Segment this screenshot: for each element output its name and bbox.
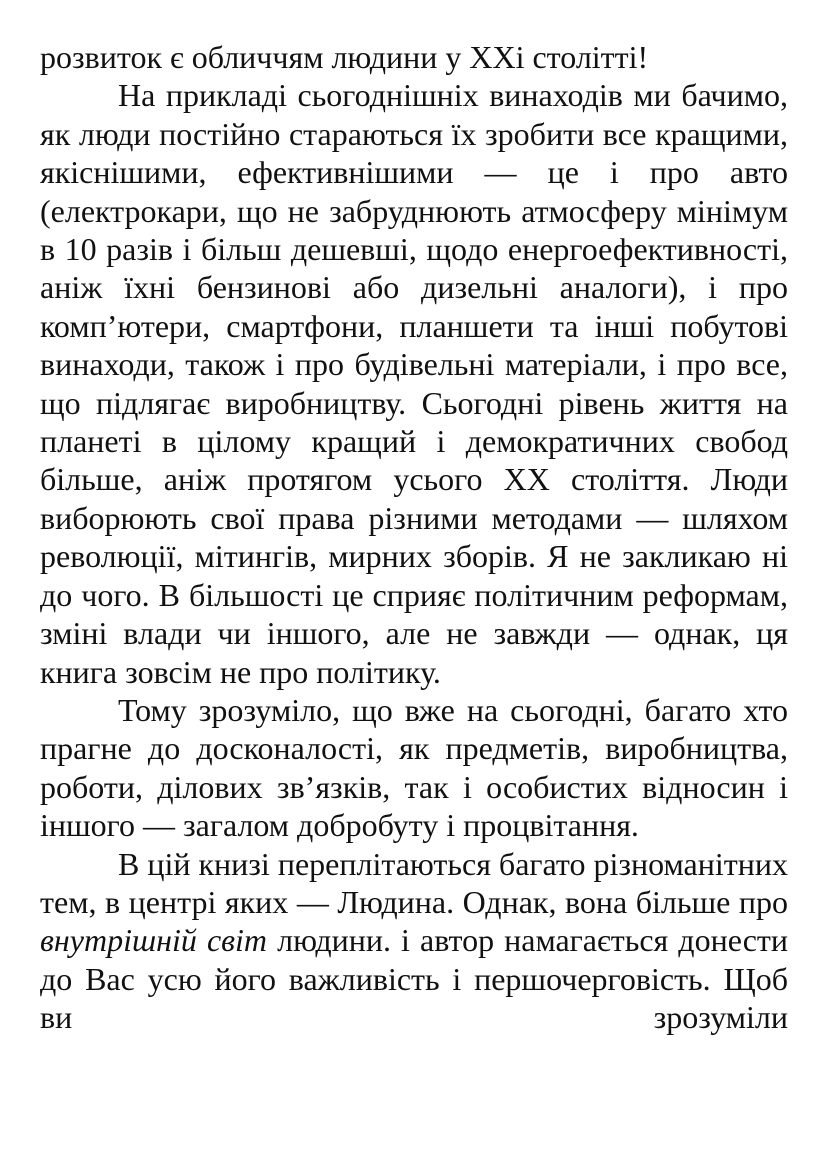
paragraph-book-topics [40,845,788,1037]
emphasis-inner-world: внутрішній світ [40,922,268,959]
paragraph-text-after-emphasis: людини. і автор намагається донести до Вас усю його важливість і першочерговість. Щоб ви зрозуміли [40,922,789,1036]
paragraph-perfection: Тому зрозуміло, що вже на сьогодні, багато хто прагне до досконалості, як предметів, виробництва, роботи, ділових зв’язків, так і особистих відносин і іншого — загалом добробуту і процвітання. [40,691,788,844]
paragraph-continuation: розвиток є обличчям людини у ХХі столітті! [40,39,649,75]
document-page [40,38,788,1037]
paragraph-inventions: На прикладі сьогоднішніх винаходів ми бачимо, як люди постійно стараються їх зробити все кращими, якіснішими, ефективнішими — це і про авто (електрокари, що не забруднюють атмосферу мінімум в 10 разів і більш дешевші, щодо енергоефективності, аніж їхні бензинові або дизельні аналоги), і про комп’ютери, смартфони, планшети та інші побутові винаходи, також і про будівельні матеріали, і про все, що підлягає виробництву. Сьогодні рівень життя на планеті в цілому кращий і демократичних свобод більше, аніж протягом усього ХХ століття. Люди виборюють свої права різними методами — шляхом революції, мітингів, мирних зборів. Я не закликаю ні до чого. В більшості це сприяє політичним реформам, зміні влади чи іншого, але не завжди — однак, ця книга зовсім не про політику. [40,77,788,690]
paragraph-text-before-emphasis: В цій книзі переплітаються багато різноманітних тем, в центрі яких — Людина. Однак, вона більше про [40,845,788,920]
